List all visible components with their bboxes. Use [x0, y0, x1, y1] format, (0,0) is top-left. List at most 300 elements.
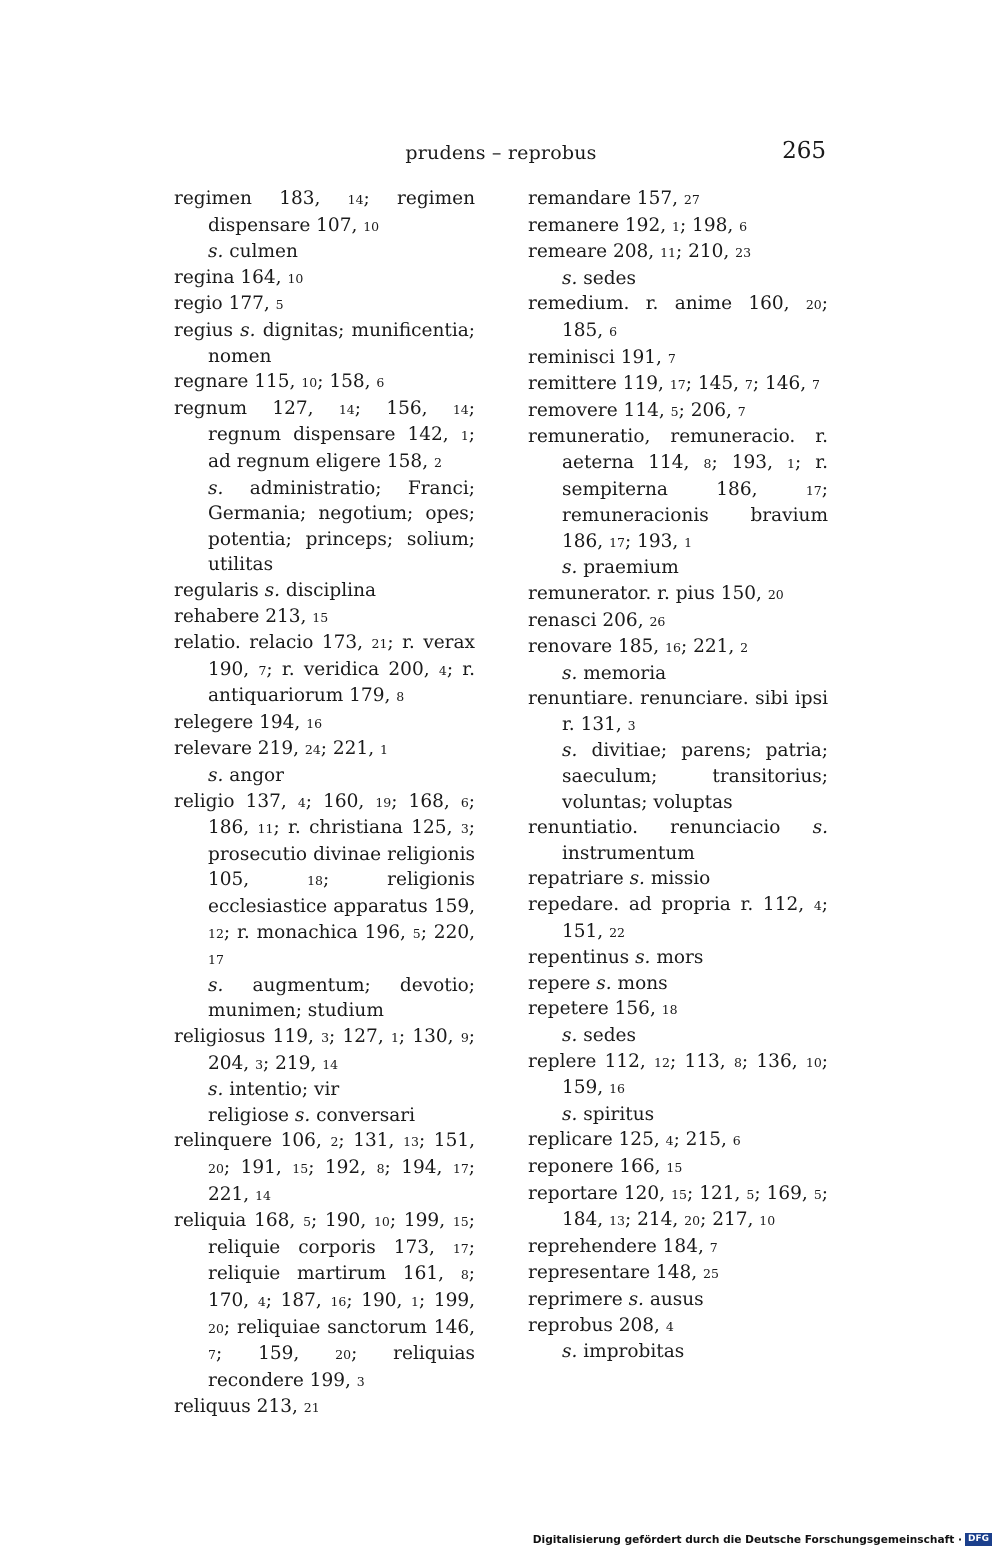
- entry-headline: [528, 686, 828, 738]
- line-number: 16: [665, 640, 681, 656]
- index-entry: [528, 686, 828, 815]
- line-number: 4: [297, 794, 306, 810]
- line-number: 17: [805, 482, 822, 498]
- entry-headline: [174, 1128, 475, 1208]
- entry-text: ; 199,: [418, 1289, 476, 1311]
- entry-headline: [528, 398, 828, 425]
- entry-text: angor: [223, 765, 285, 787]
- entry-text: ; 190,: [311, 1210, 374, 1232]
- entry-text: regularis: [174, 579, 265, 601]
- entry-text: ; r. antiquariorum 179,: [208, 658, 475, 707]
- entry-text: religio 137,: [174, 790, 298, 812]
- index-entry: [174, 630, 475, 710]
- entry-headline: [528, 1049, 828, 1102]
- cross-reference-marker: s.: [562, 1341, 578, 1363]
- entry-text: ; 121,: [686, 1182, 747, 1204]
- entry-text: ; 151,: [562, 894, 828, 942]
- entry-text: remandare 157,: [528, 188, 684, 209]
- line-number: 10: [301, 375, 318, 391]
- entry-text: ; r. verax 190,: [208, 632, 475, 680]
- entry-text: ; 146,: [752, 373, 813, 395]
- entry-headline: [174, 630, 475, 710]
- line-number: 20: [208, 1160, 224, 1176]
- entry-text: ; 170,: [208, 1263, 475, 1311]
- line-number: 8: [460, 1267, 469, 1283]
- entry-text: improbitas: [577, 1341, 685, 1363]
- entry-subline: [174, 1103, 475, 1129]
- entry-text: regimen 183,: [174, 188, 348, 209]
- entry-text: reportare 120,: [528, 1182, 672, 1204]
- line-number: 1: [379, 742, 388, 758]
- entry-headline: [174, 291, 475, 318]
- entry-headline: [174, 736, 475, 763]
- entry-headline: [528, 1234, 828, 1261]
- line-number: 10: [363, 218, 380, 234]
- entry-text: relinquere 106,: [174, 1130, 331, 1152]
- line-number: 14: [347, 192, 364, 207]
- entry-headline: [174, 265, 475, 292]
- entry-text: renuntiare. renunciare. sibi ipsi r. 131,: [528, 688, 828, 735]
- entry-text: administratio; Franci; Germania; negotium; opes; potentia; princeps; solium; utilitas: [208, 477, 475, 576]
- entry-text: ; 127,: [329, 1026, 391, 1047]
- entry-headline: [528, 1181, 828, 1234]
- entry-text: ; 221,: [680, 636, 741, 658]
- cross-reference-marker: s.: [562, 557, 578, 579]
- entry-text: ; 136,: [741, 1050, 806, 1072]
- line-number: 10: [287, 270, 304, 286]
- entry-headline: [174, 396, 475, 476]
- index-entry: [528, 1313, 828, 1365]
- line-number: 4: [813, 898, 822, 914]
- entry-text: renasci 206,: [528, 609, 650, 631]
- index-entry: [528, 608, 828, 635]
- line-number: 17: [452, 1240, 469, 1256]
- cross-reference-marker: s.: [208, 1079, 224, 1101]
- entry-subline: [174, 1077, 475, 1103]
- entry-text: ; 169,: [754, 1182, 814, 1204]
- entry-subline: [528, 1102, 828, 1128]
- entry-headline: [174, 578, 475, 604]
- entry-headline: [528, 186, 828, 213]
- index-entry: [528, 398, 828, 425]
- line-number: 3: [627, 717, 636, 733]
- line-number: 6: [376, 375, 385, 391]
- entry-headline: [174, 789, 475, 973]
- entry-subline: [174, 763, 475, 789]
- entry-text: ; r. veridica 200,: [266, 658, 439, 680]
- cross-reference-marker: s.: [208, 241, 224, 263]
- entry-text: regnum 127,: [174, 397, 339, 419]
- line-number: 25: [703, 1266, 719, 1282]
- line-number: 3: [356, 1373, 365, 1389]
- entry-text: relegere 194,: [174, 711, 307, 733]
- index-entry: [174, 265, 475, 292]
- index-entry: [528, 291, 828, 344]
- line-number: 15: [666, 1159, 683, 1175]
- line-number: 8: [703, 455, 712, 471]
- entry-text: ; ad regnum eligere 158,: [208, 424, 475, 472]
- line-number: 16: [609, 1081, 625, 1097]
- line-number: 21: [371, 636, 388, 652]
- entry-text: sedes: [577, 267, 636, 289]
- entry-headline: [174, 369, 475, 396]
- line-number: 18: [661, 1002, 678, 1018]
- entry-text: divitiae; parens; patria; saeculum; transitorius; voluntas; voluptas: [562, 740, 828, 813]
- index-entry: [528, 186, 828, 213]
- entry-text: ; 159,: [215, 1343, 336, 1365]
- line-number: 13: [403, 1134, 419, 1150]
- index-entry: [528, 345, 828, 372]
- entry-text: reliquus 213,: [174, 1396, 304, 1418]
- entry-text: remunerator. r. pius 150,: [528, 582, 768, 604]
- entry-headline: [528, 371, 828, 398]
- line-number: 20: [684, 1213, 701, 1229]
- page-number: 265: [782, 138, 826, 164]
- line-number: 11: [660, 245, 676, 261]
- index-entry: [528, 634, 828, 686]
- running-head: prudens – reprobus: [405, 142, 597, 164]
- line-number: 18: [307, 873, 324, 889]
- entry-text: relevare 219,: [174, 738, 305, 760]
- entry-headline: [174, 186, 475, 239]
- entry-text: replere 112,: [528, 1050, 655, 1072]
- entry-text: ; 215,: [673, 1129, 733, 1151]
- cross-reference-marker: s.: [628, 1288, 644, 1310]
- cross-reference-marker: s.: [264, 579, 281, 601]
- line-number: 11: [257, 821, 274, 837]
- entry-text: ; reliquiae sanctorum 146,: [223, 1316, 475, 1338]
- entry-text: disciplina: [280, 579, 377, 601]
- index-entry: [174, 396, 475, 578]
- entry-subline: [174, 239, 475, 265]
- index-entry: [174, 186, 475, 265]
- entry-text: regina 164,: [174, 266, 288, 288]
- entry-text: spiritus: [577, 1103, 655, 1125]
- index-entry: [528, 996, 828, 1048]
- entry-headline: [528, 581, 828, 608]
- entry-headline: [174, 1208, 475, 1394]
- line-number: 7: [812, 377, 820, 393]
- line-number: 6: [739, 218, 748, 234]
- entry-text: ausus: [643, 1288, 704, 1310]
- cross-reference-marker: s.: [562, 740, 578, 762]
- entry-text: ; 191,: [223, 1156, 293, 1178]
- line-number: 15: [671, 1186, 687, 1202]
- entry-text: remuneratio, remuneracio. r. aeterna 114,: [528, 426, 828, 473]
- entry-text: instrumentum: [562, 842, 695, 864]
- index-entry: [174, 1394, 475, 1421]
- entry-text: dignitas; munificentia; nomen: [208, 319, 475, 367]
- index-entry: [528, 892, 828, 945]
- line-number: 2: [740, 640, 749, 656]
- index-entry: [528, 866, 828, 892]
- line-number: 5: [813, 1186, 822, 1202]
- entry-text: removere 114,: [528, 399, 671, 421]
- entry-text: ; r. christiana 125,: [273, 817, 461, 839]
- entry-text: remittere 119,: [528, 373, 670, 395]
- line-number: 4: [438, 662, 447, 678]
- line-number: 17: [452, 1160, 469, 1176]
- entry-text: ; 156,: [354, 397, 453, 419]
- entry-text: repatriare: [528, 868, 630, 890]
- entry-text: ; 193,: [624, 530, 685, 552]
- entry-text: ; remuneracionis bravium 186,: [562, 478, 828, 552]
- entry-headline: [528, 345, 828, 372]
- entry-text: ; 131,: [338, 1130, 404, 1152]
- index-entry: [174, 710, 475, 737]
- entry-headline: [528, 866, 828, 892]
- cross-reference-marker: s.: [208, 974, 224, 996]
- line-number: 16: [306, 715, 323, 731]
- entry-text: ; 220,: [420, 921, 475, 943]
- line-number: 6: [732, 1133, 741, 1149]
- cross-reference-marker: s.: [208, 477, 224, 499]
- entry-subline: [528, 1339, 828, 1365]
- entry-subline: [174, 973, 475, 1024]
- entry-text: culmen: [223, 241, 298, 263]
- entry-text: ; 217,: [700, 1209, 760, 1231]
- entry-subline: [174, 476, 475, 578]
- entry-headline: [528, 996, 828, 1023]
- entry-headline: [528, 1154, 828, 1181]
- entry-text: mons: [611, 972, 668, 994]
- entry-text: ; 214,: [624, 1209, 685, 1231]
- line-number: 16: [330, 1293, 347, 1309]
- entry-text: missio: [644, 868, 711, 890]
- line-number: 7: [744, 377, 753, 393]
- entry-text: ; 204,: [208, 1026, 475, 1074]
- entry-text: ; religionis ecclesiastice apparatus 159,: [208, 869, 476, 918]
- line-number: 6: [609, 323, 618, 339]
- entry-text: ; 186,: [208, 790, 476, 839]
- line-number: 13: [609, 1213, 625, 1229]
- line-number: 20: [208, 1320, 224, 1336]
- page-header: [170, 138, 832, 172]
- cross-reference-marker: s.: [240, 319, 256, 341]
- line-number: 22: [609, 924, 625, 940]
- dfg-logo-icon: DFG: [965, 1533, 992, 1546]
- line-number: 15: [292, 1160, 309, 1176]
- index-entry: [174, 736, 475, 788]
- line-number: 5: [275, 297, 284, 313]
- index-entry: [528, 213, 828, 240]
- entry-text: ; 221,: [208, 1156, 476, 1205]
- entry-headline: [528, 815, 828, 866]
- entry-subline: [528, 738, 828, 815]
- index-entry: [528, 1181, 828, 1234]
- entry-text: praemium: [577, 557, 679, 579]
- line-number: 24: [304, 742, 321, 758]
- entry-text: ; 168,: [391, 790, 461, 812]
- line-number: 7: [667, 350, 676, 366]
- entry-text: repentinus: [528, 947, 636, 969]
- entry-text: ; 190,: [346, 1289, 412, 1311]
- cross-reference-marker: s.: [812, 817, 828, 839]
- line-number: 14: [452, 401, 469, 417]
- entry-text: ; 194,: [384, 1156, 453, 1178]
- digitization-footer: [533, 1533, 992, 1546]
- line-number: 2: [433, 454, 442, 470]
- entry-text: reprehendere 184,: [528, 1235, 710, 1257]
- line-number: 17: [609, 534, 625, 550]
- line-number: 9: [460, 1030, 469, 1045]
- entry-text: ; 221,: [320, 738, 380, 760]
- index-entry: [528, 581, 828, 608]
- line-number: 8: [376, 1160, 385, 1176]
- line-number: 14: [255, 1187, 271, 1203]
- line-number: 27: [683, 192, 700, 207]
- entry-text: conversari: [310, 1104, 416, 1126]
- entry-text: reponere 166,: [528, 1155, 667, 1177]
- entry-headline: [528, 213, 828, 240]
- entry-text: ; 160,: [305, 790, 376, 812]
- entry-headline: [528, 971, 828, 997]
- line-number: 15: [452, 1214, 469, 1230]
- index-entry: [528, 815, 828, 866]
- cross-reference-marker: s.: [596, 972, 612, 994]
- entry-text: ; 145,: [685, 373, 745, 395]
- entry-text: ; 159,: [562, 1050, 829, 1099]
- line-number: 21: [303, 1400, 320, 1416]
- index-entry: [528, 1127, 828, 1154]
- index-entry: [174, 1024, 475, 1128]
- line-number: 14: [338, 401, 355, 417]
- entry-text: remedium. r. anime 160,: [528, 293, 806, 315]
- entry-text: regius: [174, 319, 241, 341]
- entry-headline: [528, 1287, 828, 1313]
- entry-text: repetere 156,: [528, 998, 662, 1020]
- line-number: 6: [460, 794, 469, 810]
- line-number: 7: [208, 1347, 216, 1363]
- entry-subline: [528, 266, 828, 292]
- cross-reference-marker: s.: [562, 662, 578, 684]
- line-number: 17: [208, 952, 224, 968]
- entry-text: ; 158,: [317, 371, 377, 393]
- line-number: 5: [303, 1214, 312, 1230]
- line-number: 10: [805, 1054, 822, 1070]
- entry-text: relatio. relacio 173,: [174, 632, 372, 654]
- line-number: 5: [670, 403, 679, 419]
- line-number: 4: [257, 1293, 266, 1309]
- cross-reference-marker: s.: [294, 1104, 311, 1126]
- line-number: 14: [322, 1056, 339, 1072]
- line-number: 1: [787, 455, 795, 471]
- line-number: 5: [412, 925, 421, 941]
- line-number: 7: [258, 662, 267, 678]
- entry-headline: [174, 1394, 475, 1421]
- entry-headline: [528, 608, 828, 635]
- entry-subline: [528, 661, 828, 687]
- index-column-left: [174, 186, 475, 1421]
- index-entry: [528, 945, 828, 971]
- index-entry: [174, 1128, 475, 1208]
- line-number: 17: [669, 377, 686, 393]
- line-number: 1: [460, 428, 469, 444]
- entry-text: representare 148,: [528, 1262, 703, 1284]
- line-number: 7: [709, 1239, 718, 1255]
- entry-headline: [174, 1024, 475, 1077]
- line-number: 1: [411, 1293, 419, 1309]
- line-number: 20: [767, 586, 784, 602]
- entry-text: ; reliquie martirum 161,: [208, 1236, 475, 1285]
- entry-text: replicare 125,: [528, 1129, 666, 1151]
- entry-text: reminisci 191,: [528, 346, 668, 368]
- line-number: 12: [654, 1054, 670, 1070]
- entry-text: ; 130,: [398, 1026, 461, 1047]
- entry-text: regnare 115,: [174, 371, 302, 393]
- index-entry: [528, 1234, 828, 1261]
- entry-headline: [528, 892, 828, 945]
- line-number: 1: [684, 534, 693, 550]
- index-entry: [174, 318, 475, 369]
- index-entry: [174, 789, 475, 1024]
- entry-text: ; regnum dispensare 142,: [208, 397, 475, 446]
- entry-subline: [528, 1023, 828, 1049]
- entry-text: intentio; vir: [223, 1079, 340, 1101]
- index-entry: [174, 369, 475, 396]
- cross-reference-marker: s.: [635, 947, 651, 969]
- entry-text: ; 206,: [678, 399, 738, 421]
- line-number: 3: [460, 821, 469, 837]
- line-number: 23: [735, 245, 752, 261]
- entry-text: ; 151,: [418, 1130, 476, 1152]
- index-column-right: [528, 186, 828, 1365]
- entry-text: religiosus 119,: [174, 1026, 322, 1047]
- line-number: 2: [330, 1134, 339, 1150]
- entry-text: augmentum; devotio; munimen; studium: [208, 974, 475, 1022]
- entry-text: repere: [528, 972, 597, 994]
- entry-headline: [528, 1127, 828, 1154]
- line-number: 1: [671, 218, 680, 234]
- entry-headline: [174, 604, 475, 631]
- entry-headline: [528, 634, 828, 661]
- line-number: 20: [335, 1347, 352, 1363]
- entry-text: rehabere 213,: [174, 605, 313, 627]
- entry-headline: [528, 239, 828, 266]
- entry-text: ; regimen dispensare 107,: [208, 188, 475, 236]
- entry-text: ; 187,: [265, 1289, 331, 1311]
- entry-text: ; 210,: [675, 241, 736, 263]
- entry-text: ; 198,: [679, 214, 740, 236]
- entry-text: reprimere: [528, 1288, 629, 1310]
- entry-text: reprobus 208,: [528, 1314, 666, 1336]
- line-number: 7: [737, 403, 746, 419]
- index-entry: [528, 371, 828, 398]
- line-number: 19: [375, 794, 392, 810]
- cross-reference-marker: s.: [562, 1103, 578, 1125]
- line-number: 4: [665, 1133, 674, 1149]
- entry-text: ; 219,: [263, 1052, 323, 1074]
- entry-text: ; 184,: [562, 1182, 828, 1231]
- line-number: 3: [321, 1030, 330, 1045]
- line-number: 5: [746, 1186, 755, 1202]
- index-entry: [528, 239, 828, 291]
- entry-headline: [528, 424, 828, 555]
- index-entry: [174, 604, 475, 631]
- index-entry: [528, 1260, 828, 1287]
- entry-text: ; 113,: [669, 1050, 734, 1072]
- cross-reference-marker: s.: [562, 267, 578, 289]
- entry-headline: [528, 291, 828, 344]
- entry-text: ; 185,: [562, 293, 828, 341]
- line-number: 26: [649, 613, 666, 629]
- entry-text: ; reliquias recondere 199,: [208, 1343, 476, 1391]
- index-entry: [528, 424, 828, 581]
- index-entry: [528, 1049, 828, 1128]
- index-entry: [528, 1287, 828, 1313]
- entry-headline: [528, 945, 828, 971]
- entry-text: ; r. monachica 196,: [223, 921, 413, 943]
